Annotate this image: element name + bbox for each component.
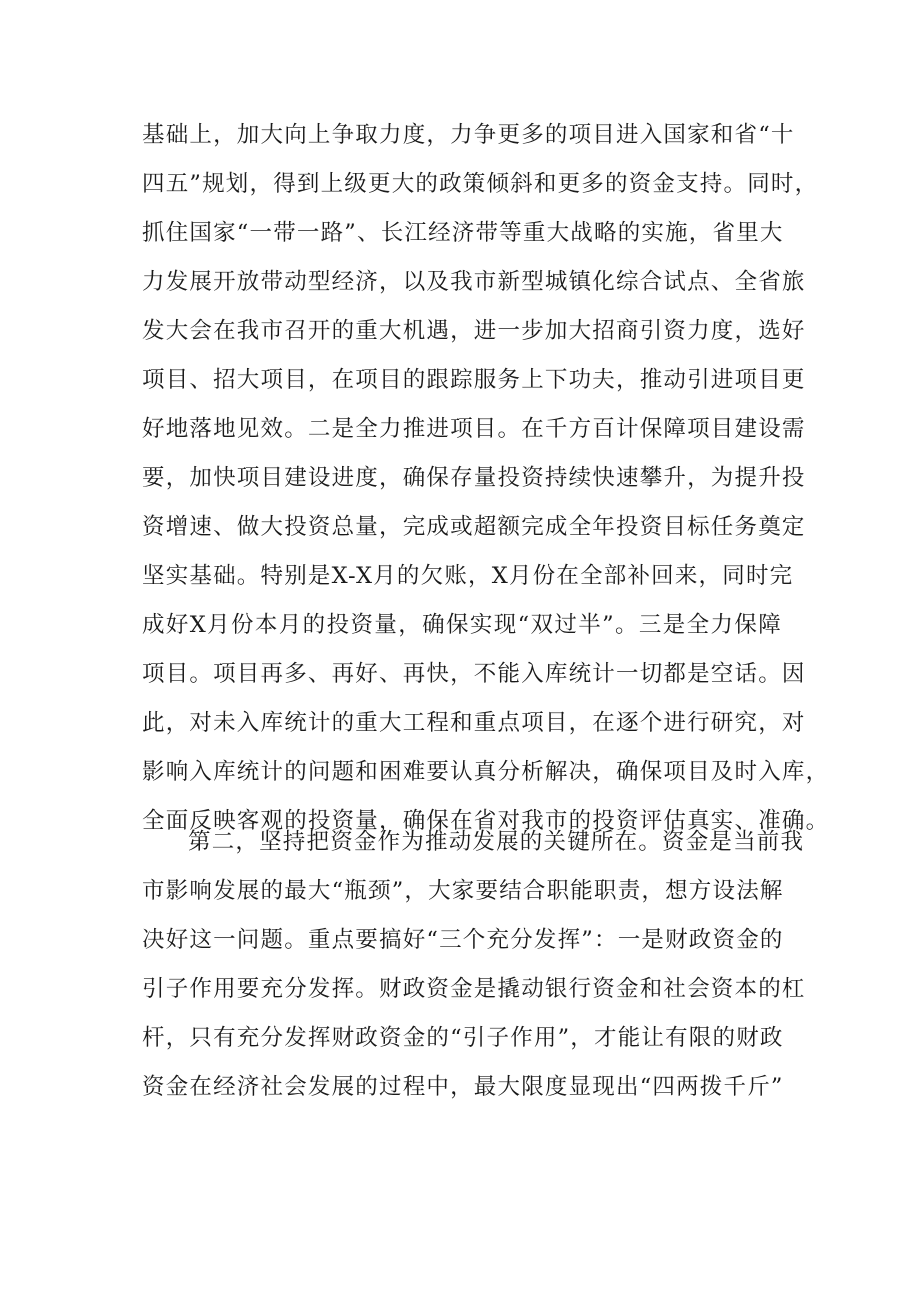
text-line: 杆，只有充分发挥财政资金的“引子作用”，才能让有限的财政 (142, 1025, 784, 1051)
text-line-last: 全面反映客观的投资量，确保在省对我市的投资评估真实、准确。 (142, 808, 830, 834)
text-line: 此，对未入库统计的重大工程和重点项目，在逐个进行研究，对 (142, 710, 806, 736)
text-line: 影响入库统计的问题和困难要认真分析解决，确保项目及时入库， (142, 759, 830, 785)
text-line: 坚实基础。特别是X-X月的欠账，X月份在全部补回来，同时完 (142, 563, 794, 589)
text-line: 决好这一问题。重点要搞好“三个充分发挥”：一是财政资金的 (142, 927, 784, 953)
text-line: 基础上，加大向上争取力度，力争更多的项目进入国家和省“十 (142, 122, 795, 148)
text-line: 成好X月份本月的投资量，确保实现“双过半”。三是全力保障 (142, 612, 782, 638)
body-paragraph-1 (142, 111, 830, 846)
text-line: 好地落地见效。二是全力推进项目。在千方百计保障项目建设需 (142, 416, 806, 442)
body-paragraph-2 (142, 818, 806, 1112)
text-line-first: 第二，坚持把资金作为推动发展的关键所在。资金是当前我 (188, 829, 805, 855)
text-line: 力发展开放带动型经济，以及我市新型城镇化综合试点、全省旅 (142, 269, 806, 295)
text-line: 项目。项目再多、再好、再快，不能入库统计一切都是空话。因 (142, 661, 806, 687)
text-line: 资金在经济社会发展的过程中，最大限度显现出“四两拨千斤” (142, 1074, 784, 1100)
text-line: 引子作用要充分发挥。财政资金是撬动银行资金和社会资本的杠 (142, 976, 806, 1002)
text-line: 抓住国家“一带一路”、长江经济带等重大战略的实施，省里大 (142, 220, 784, 246)
text-line: 资增速、做大投资总量，完成或超额完成全年投资目标任务奠定 (142, 514, 806, 540)
text-line: 项目、招大项目，在项目的跟踪服务上下功夫，推动引进项目更 (142, 367, 806, 393)
text-line: 市影响发展的最大“瓶颈”，大家要结合职能职责，想方设法解 (142, 878, 784, 904)
text-line: 要，加快项目建设进度，确保存量投资持续快速攀升，为提升投 (142, 465, 806, 491)
text-line: 发大会在我市召开的重大机遇，进一步加大招商引资力度，选好 (142, 318, 806, 344)
text-line: 四五”规划，得到上级更大的政策倾斜和更多的资金支持。同时， (142, 171, 819, 197)
